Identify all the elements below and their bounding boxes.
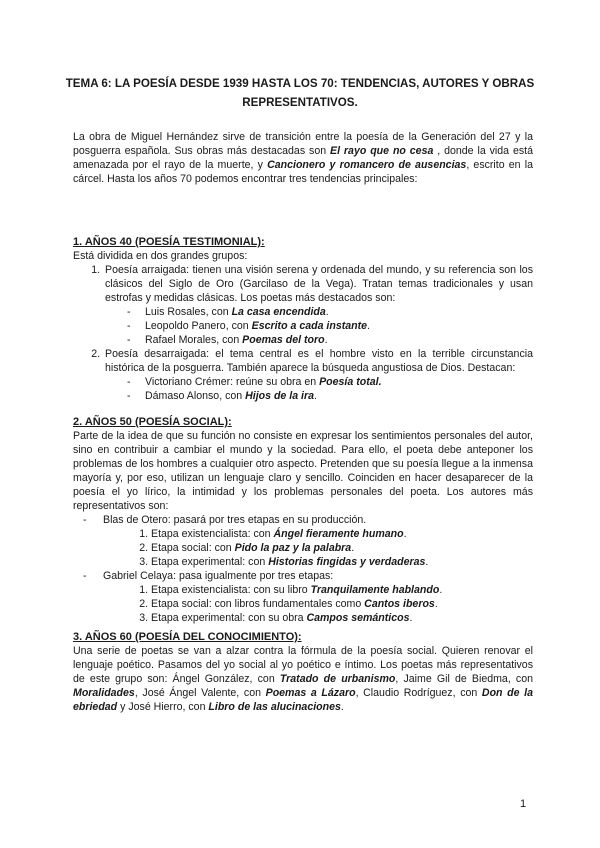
para-text: y José Hierro, con [117, 701, 209, 713]
stage-list [103, 583, 533, 625]
intro-paragraph [73, 130, 533, 186]
section-paragraph: Parte de la idea de que su función no consiste en expresar los sentimientos personales del autor, sino en contribuir a cambiar el mundo y la sociedad. Para ello, el poeta debe anteponer los problemas de los hombres a cualquier otro aspecto. Pretenden que su poesía llegue a la inmensa mayoría y, por eso, utilizan un lenguaje claro y sencillo. Coinciden en hacer desaparecer de la poesía el yo lírico, la intimidad y los problemas personales del poeta. Los autores más representativos son: [73, 430, 533, 512]
para-text: , José Ángel Valente, con [134, 687, 266, 699]
para-text: , Jaime Gil de Biedma, con [395, 673, 534, 685]
stage-item [151, 527, 533, 541]
stage-item [151, 611, 533, 625]
section-50s [73, 415, 533, 625]
work-title: Libro de las alucinaciones [208, 701, 341, 713]
stage-text: Etapa social: con libros fundamentales como [151, 598, 365, 610]
section-heading: 3. AÑOS 60 (POESÍA DEL CONOCIMIENTO): [73, 631, 302, 643]
group-list [73, 263, 533, 403]
stage-item [151, 583, 533, 597]
section-lead: Está dividida en dos grandes grupos: [73, 250, 248, 262]
punct: . [409, 612, 413, 624]
para-text: Una serie de poetas se van a alzar contra la fórmula de la poesía social. Quieren renovar el lenguaje poético. Pasamos del yo social al yo poético e íntimo. Los poetas más representativos de este grupo son: Ángel González, con [73, 645, 533, 685]
author-item [103, 569, 533, 625]
poet-text: Luis Rosales, con [145, 306, 232, 318]
work-title: Poemas a Lázaro [265, 687, 356, 699]
para-text: . [340, 701, 344, 713]
poet-text: Dámaso Alonso, con [145, 390, 246, 402]
stage-text: Etapa experimental: con [151, 556, 269, 568]
author-item [103, 513, 533, 569]
poet-text: Victoriano Crémer: reúne su obra en [145, 376, 320, 388]
work-title: Campos semánticos [306, 612, 410, 624]
work-title: Cantos iberos [364, 598, 435, 610]
work-title: Pido la paz y la palabra [234, 542, 352, 554]
work-title: Tratado de urbanismo [279, 673, 396, 685]
punct: . [434, 598, 438, 610]
document-title: TEMA 6: LA POESÍA DESDE 1939 HASTA LOS 70: TENDENCIAS, AUTORES Y OBRAS REPRESENTATIVOS. [65, 77, 535, 109]
work-title: Don de la ebriedad [73, 687, 533, 713]
stage-text: Etapa experimental: con su obra [151, 612, 307, 624]
punct: . [439, 584, 443, 596]
work-title: Escrito a cada instante [251, 320, 368, 332]
work-title: Historias fingidas y verdaderas [268, 556, 426, 568]
punct: . [367, 320, 370, 332]
intro-text-3: , escrito en la cárcel. Hasta los años 70 podemos encontrar tres tendencias principales: [73, 159, 533, 185]
stage-text: Etapa social: con [151, 542, 235, 554]
work-title: Hijos de la ira [245, 390, 314, 402]
work-title: Ángel fieramente humano [273, 528, 404, 540]
work-title: Poemas del toro [242, 334, 325, 346]
section-heading: 1. AÑOS 40 (POESÍA TESTIMONIAL): [73, 236, 265, 248]
stage-item [151, 555, 533, 569]
work-title: Moralidades [73, 687, 135, 699]
punct: . [324, 334, 328, 346]
section-heading: 2. AÑOS 50 (POESÍA SOCIAL): [73, 416, 232, 428]
work-title: El rayo que no cesa [330, 145, 434, 157]
poet-item [145, 319, 533, 333]
stage-list [103, 527, 533, 569]
poet-item [145, 305, 533, 319]
section-40s [73, 235, 533, 403]
group-desarraigada [103, 347, 533, 403]
work-title: Poesía total. [319, 376, 382, 388]
intro-text-2: , donde la vida está amenazada por el rayo de la muerte, y [73, 145, 533, 171]
group-description: Poesía desarraigada: el tema central es el hombre visto en la terrible circunstancia histórica de la posguerra. También aparece la búsqueda angustiosa de Dios. Destacan: [105, 348, 533, 374]
poet-item [145, 333, 533, 347]
poet-item [145, 389, 533, 403]
work-title: La casa encendida [231, 306, 326, 318]
group-description: Poesía arraigada: tienen una visión serena y ordenada del mundo, y su referencia son los clásicos del Siglo de Oro (Garcilaso de la Vega). Tratan temas tradicionales y usan estrofas y medidas clásicas. Los poetas más destacados son: [105, 264, 533, 304]
author-name: Gabriel Celaya: pasa igualmente por tres etapas: [103, 570, 334, 582]
para-text: , Claudio Rodríguez, con [355, 687, 482, 699]
poet-text: Leopoldo Panero, con [145, 320, 252, 332]
author-name: Blas de Otero: pasará por tres etapas en su producción. [103, 514, 367, 526]
stage-text: Etapa existencialista: con su libro [151, 584, 311, 596]
section-paragraph [73, 644, 533, 714]
stage-text: Etapa existencialista: con [151, 528, 274, 540]
poet-list [105, 375, 533, 403]
author-list [73, 513, 533, 625]
intro-text-1: La obra de Miguel Hernández sirve de transición entre la poesía de la Generación del 27 y la posguerra española. Sus obras más destacadas son [73, 131, 533, 157]
poet-list [105, 305, 533, 347]
poet-text: Rafael Morales, con [145, 334, 243, 346]
stage-item [151, 541, 533, 555]
punct: . [403, 528, 407, 540]
work-title: Cancionero y romancero de ausencias [267, 159, 467, 171]
group-arraigada [103, 263, 533, 347]
stage-item [151, 597, 533, 611]
page-number: 1 [520, 798, 527, 810]
punct: . [325, 306, 329, 318]
punct: . [314, 390, 317, 402]
punct: . [351, 542, 355, 554]
poet-item [145, 375, 533, 389]
section-60s [73, 630, 533, 714]
punct: . [425, 556, 429, 568]
work-title: Tranquilamente hablando [310, 584, 440, 596]
